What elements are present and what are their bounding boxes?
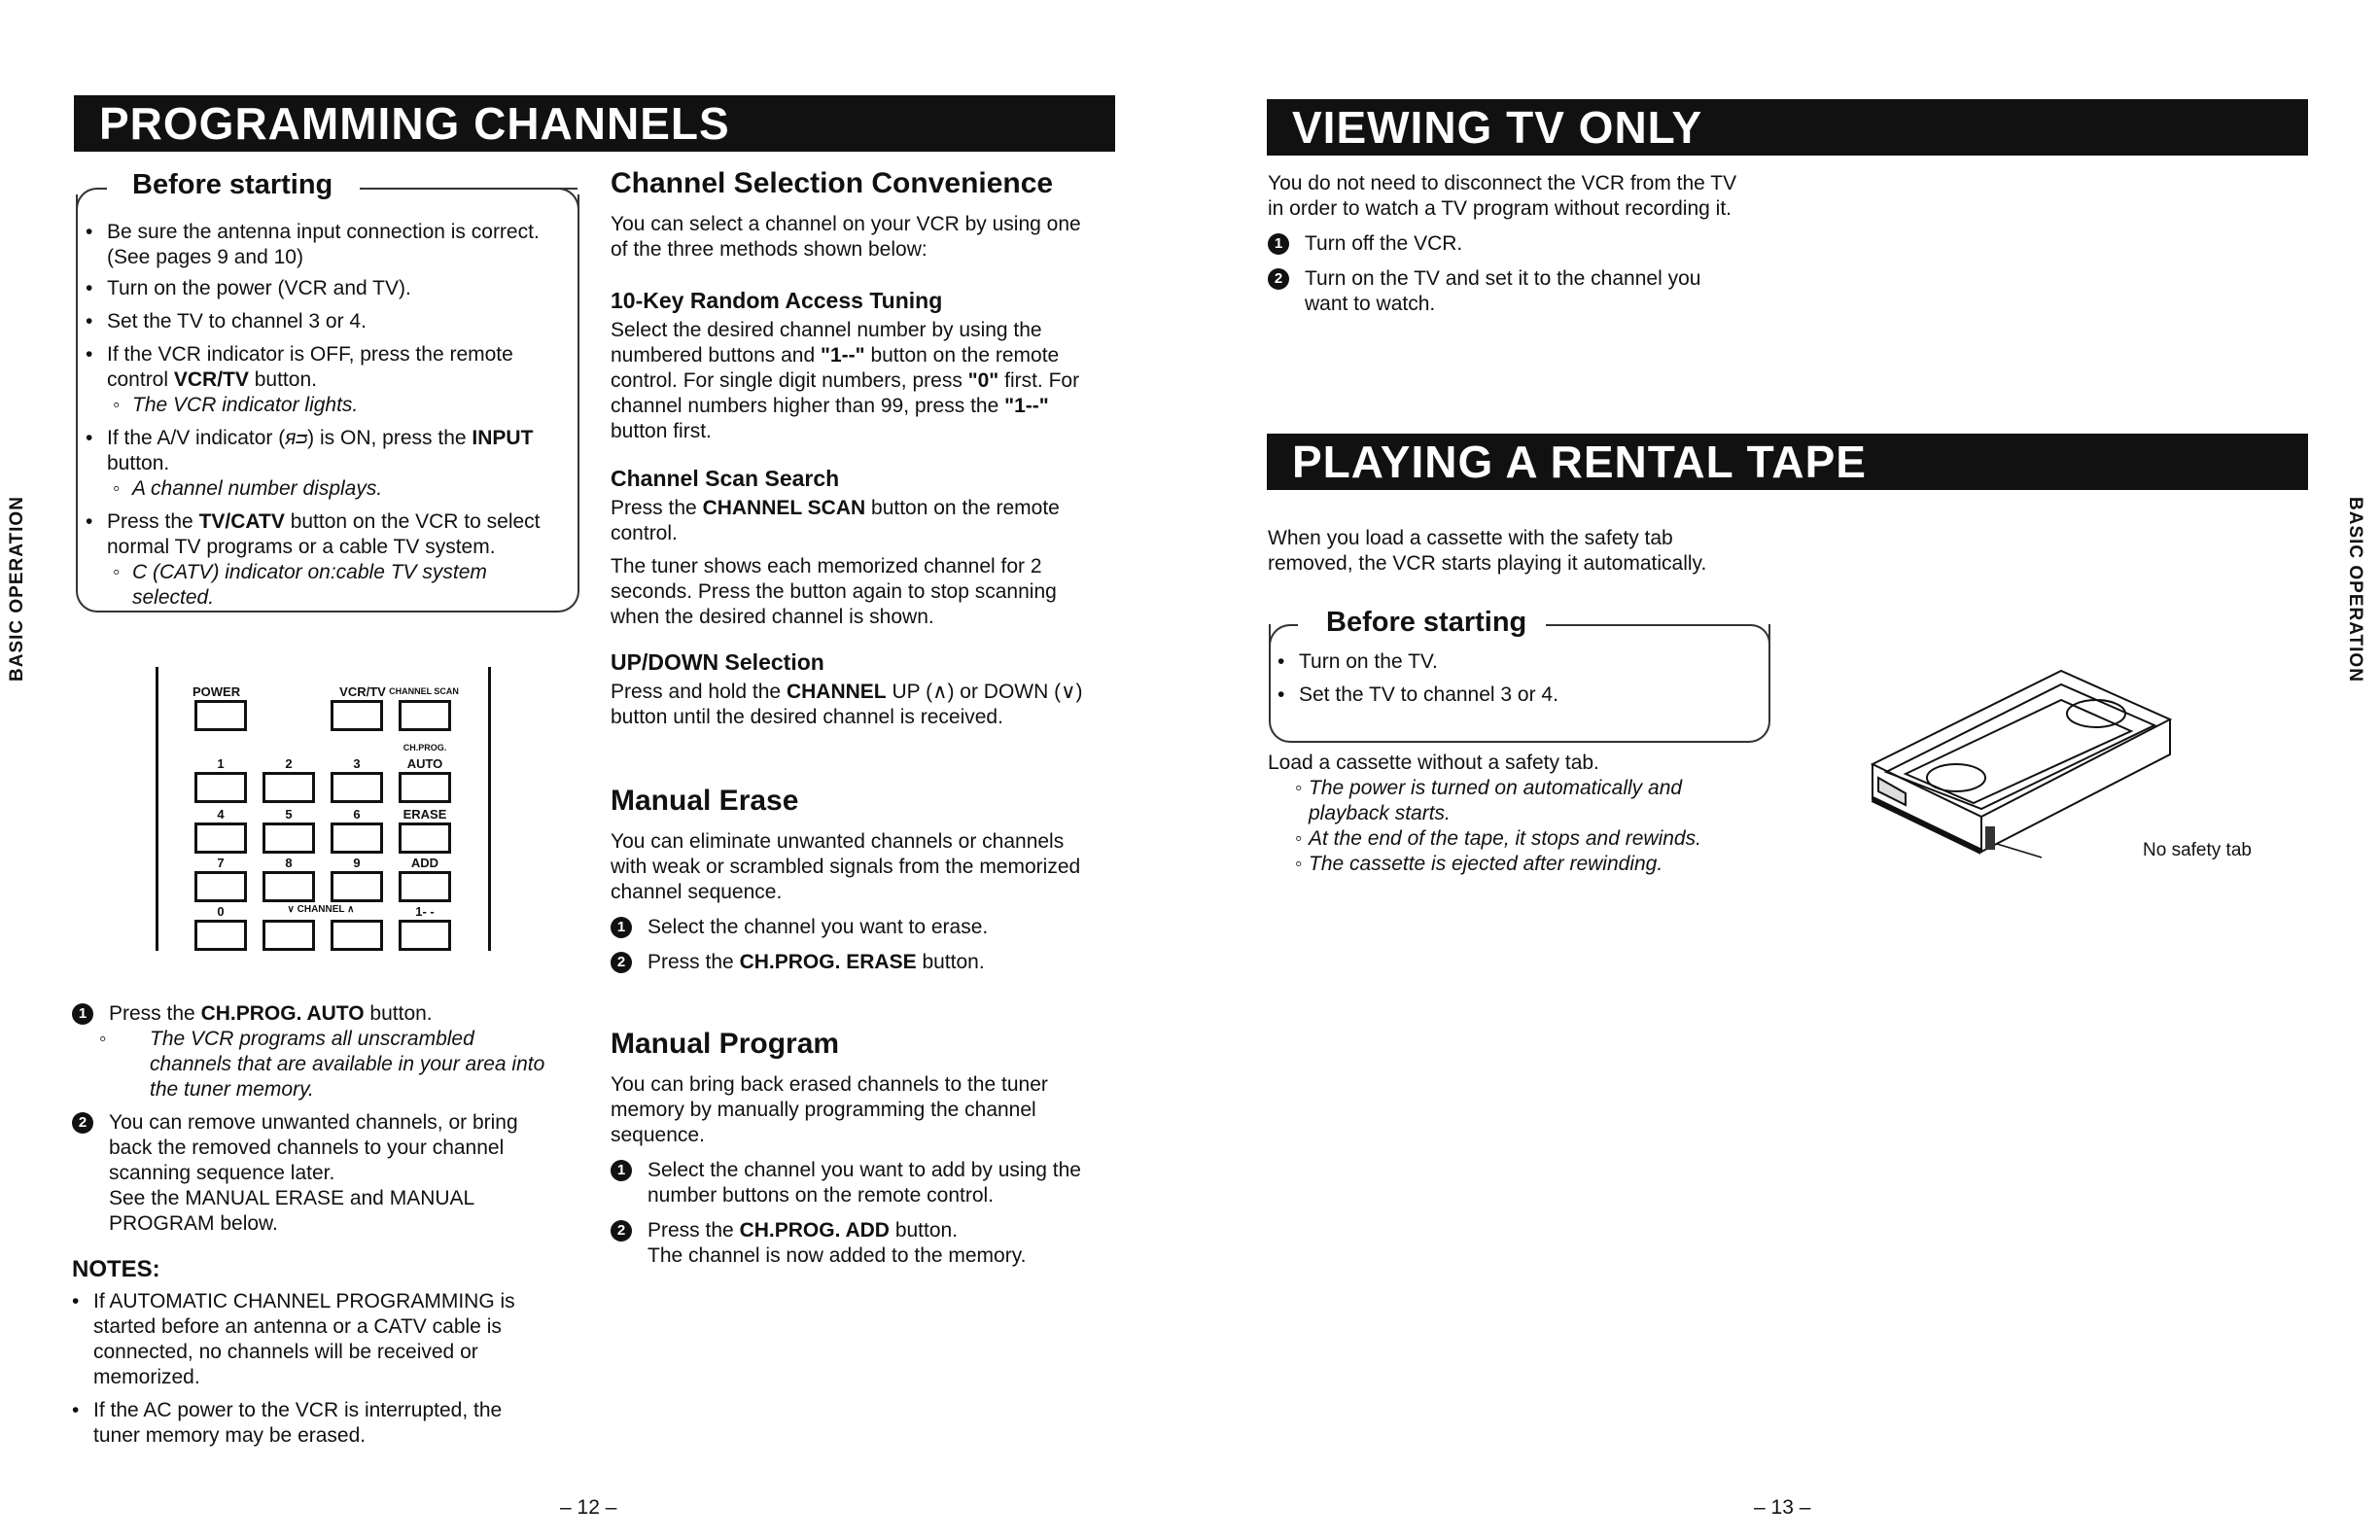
rental-before-list [1278, 649, 1764, 708]
cassette-illustration [1867, 657, 2178, 881]
remote-right-edge [488, 667, 491, 951]
channel-scan-label: CHANNEL SCAN [389, 686, 459, 696]
auto-steps [72, 1001, 558, 1237]
key-0 [194, 920, 247, 951]
tenkey-heading: 10-Key Random Access Tuning [611, 288, 943, 313]
page-number-left: – 12 – [560, 1496, 617, 1519]
chprog-label: CH.PROG. [402, 743, 447, 752]
key-3 [331, 772, 383, 803]
sub-item: ◦ At the end of the tape, it stops and rewinds. [1268, 826, 1812, 852]
vcrtv-label: VCR/TV [339, 684, 386, 699]
step-2-icon: 2 [611, 952, 632, 973]
load-instruction: Load a cassette without a safety tab. [1268, 752, 1599, 774]
step-1-icon: 1 [1268, 233, 1289, 255]
auto-label: AUTO [406, 756, 443, 771]
section-title: PLAYING A RENTAL TAPE [1292, 437, 1867, 487]
sub-item: ◦ The VCR programs all unscrambled channels that are available in your area into the tuner memory. [72, 1027, 558, 1102]
manual-program-text: You can bring back erased channels to the tuner memory by manually programming the channel sequence. [611, 1073, 1048, 1146]
key-6 [331, 822, 383, 854]
step-2-icon: 2 [1268, 268, 1289, 290]
channel-down-key [262, 920, 315, 951]
step-1-icon: 1 [72, 1003, 93, 1025]
viewing-intro: You do not need to disconnect the VCR from the TV in order to watch a TV program without recording it. [1268, 172, 1737, 220]
add-label: ADD [410, 856, 439, 870]
side-label-right: BASIC OPERATION [2345, 497, 2365, 682]
one-dash-key [399, 920, 451, 951]
sub-item: ◦ The cassette is ejected after rewinding. [1268, 852, 1812, 877]
power-button [194, 700, 247, 731]
list-item: • If the A/V indicator (ᴙᴝ) is ON, press the INPUT button. [86, 426, 572, 476]
erase-step-2: 2 Press the CH.PROG. ERASE button. [611, 950, 1116, 975]
channel-up-key [331, 920, 383, 951]
key-5 [262, 822, 315, 854]
remote-diagram [156, 667, 496, 951]
step-2-icon: 2 [611, 1220, 632, 1242]
erase-label: ERASE [402, 807, 447, 822]
remote-left-edge [156, 667, 158, 951]
page-title: PROGRAMMING CHANNELS [99, 98, 730, 149]
sub-item: ◦ The power is turned on automatically and playback starts. [1268, 776, 1812, 826]
notes-heading: NOTES: [72, 1256, 160, 1282]
key-7 [194, 871, 247, 902]
channel-scan-button [399, 700, 451, 731]
list-item: • If the VCR indicator is OFF, press the remote control VCR/TV button. [86, 342, 572, 393]
box-top-line [360, 188, 578, 190]
rental-tape-banner [1267, 434, 2308, 490]
list-item: • Turn on the TV. [1278, 649, 1764, 675]
digit-6-label: 6 [353, 807, 361, 822]
convenience-heading: Channel Selection Convenience [611, 167, 1054, 199]
digit-1-label: 1 [217, 756, 225, 771]
sub-item: ◦ A channel number displays. [86, 476, 572, 502]
program-step-1: 1 Select the channel you want to add by using the number buttons on the remote control. [611, 1158, 1116, 1208]
rental-load-text [1268, 751, 1812, 877]
manual-erase-text: You can eliminate unwanted channels or channels with weak or scrambled signals from the memorized channel sequence. [611, 830, 1081, 903]
key-1 [194, 772, 247, 803]
tenkey-text: Select the desired channel number by using the numbered buttons and "1--" button on the remote control. For single digit numbers, press "0" first. For channel numbers higher than 99, press the "1--" button first. [611, 319, 1080, 442]
viewing-step-1: 1 Turn off the VCR. [1268, 231, 1812, 257]
scan-heading: Channel Scan Search [611, 466, 840, 491]
rental-before-heading: Before starting [1318, 607, 1534, 639]
notes-list [72, 1289, 558, 1449]
before-starting-heading: Before starting [124, 169, 340, 201]
sub-item: ◦ The VCR indicator lights. [86, 393, 572, 418]
list-item: • Be sure the antenna input connection is correct. (See pages 9 and 10) [86, 220, 572, 270]
convenience-intro: You can select a channel on your VCR by using one of the three methods shown below: [611, 213, 1081, 261]
side-label-left: BASIC OPERATION [7, 496, 27, 682]
manual-program-heading: Manual Program [611, 1028, 840, 1060]
key-2 [262, 772, 315, 803]
digit-0-label: 0 [217, 904, 225, 919]
sub-item: ◦ C (CATV) indicator on:cable TV system selected. [86, 560, 572, 611]
viewing-tv-banner [1267, 99, 2308, 156]
list-item: • If AUTOMATIC CHANNEL PROGRAMMING is started before an antenna or a CATV cable is connected, no channels will be received or memorized. [72, 1289, 558, 1390]
step-1-icon: 1 [611, 1160, 632, 1181]
box-top-line-left [76, 188, 107, 209]
digit-8-label: 8 [285, 856, 293, 870]
rental-intro: When you load a cassette with the safety tab removed, the VCR starts playing it automatically. [1268, 527, 1707, 575]
power-label: POWER [192, 684, 241, 699]
no-safety-tab-label: No safety tab [2143, 840, 2252, 860]
box-top-line-right [556, 188, 579, 209]
digit-7-label: 7 [217, 856, 225, 870]
one-dash-label: 1- - [415, 904, 435, 919]
list-item: • Turn on the power (VCR and TV). [86, 276, 572, 301]
digit-9-label: 9 [353, 856, 361, 870]
rental-box-top-right [1546, 624, 1770, 644]
key-8 [262, 871, 315, 902]
scan-text-2: The tuner shows each memorized channel for 2 seconds. Press the button again to stop scanning when the desired channel is shown. [611, 555, 1057, 628]
step-1-icon: 1 [611, 917, 632, 938]
programming-channels-banner [74, 95, 1115, 152]
add-key [399, 871, 451, 902]
auto-key [399, 772, 451, 803]
vcrtv-button [331, 700, 383, 731]
list-item: • If the AC power to the VCR is interrupted, the tuner memory may be erased. [72, 1398, 558, 1449]
scan-text: Press the CHANNEL SCAN button on the remote control. [611, 497, 1060, 544]
step-1: 1 Press the CH.PROG. AUTO button. [72, 1001, 558, 1027]
viewing-step-2: 2 Turn on the TV and set it to the channel you want to watch. [1268, 266, 1812, 317]
digit-5-label: 5 [285, 807, 293, 822]
step-2-icon: 2 [72, 1112, 93, 1134]
manual-erase-heading: Manual Erase [611, 785, 799, 817]
erase-step-1: 1 Select the channel you want to erase. [611, 915, 1116, 940]
digit-2-label: 2 [285, 756, 293, 771]
channel-label: ∨ CHANNEL ∧ [287, 904, 355, 915]
list-item: • Set the TV to channel 3 or 4. [86, 309, 572, 334]
updown-text: Press and hold the CHANNEL UP (∧) or DOWN (∨) button until the desired channel is received. [611, 681, 1083, 728]
program-step-2: 2 Press the CH.PROG. ADD button. The channel is now added to the memory. [611, 1218, 1116, 1269]
digit-4-label: 4 [217, 807, 225, 822]
viewing-text [1268, 171, 1812, 317]
list-item: • Press the TV/CATV button on the VCR to select normal TV programs or a cable TV system. [86, 509, 572, 560]
updown-heading: UP/DOWN Selection [611, 649, 824, 675]
list-item: • Set the TV to channel 3 or 4. [1278, 682, 1764, 708]
digit-3-label: 3 [353, 756, 361, 771]
middle-column [611, 167, 1116, 1269]
section-title: VIEWING TV ONLY [1292, 102, 1703, 153]
erase-key [399, 822, 451, 854]
before-starting-list [86, 220, 572, 611]
key-4 [194, 822, 247, 854]
step-2: 2 You can remove unwanted channels, or bring back the removed channels to your channel scanning sequence later. See the MANUAL ERASE and MANUAL PROGRAM below. [72, 1110, 558, 1237]
key-9 [331, 871, 383, 902]
page-number-right: – 13 – [1754, 1496, 1811, 1519]
